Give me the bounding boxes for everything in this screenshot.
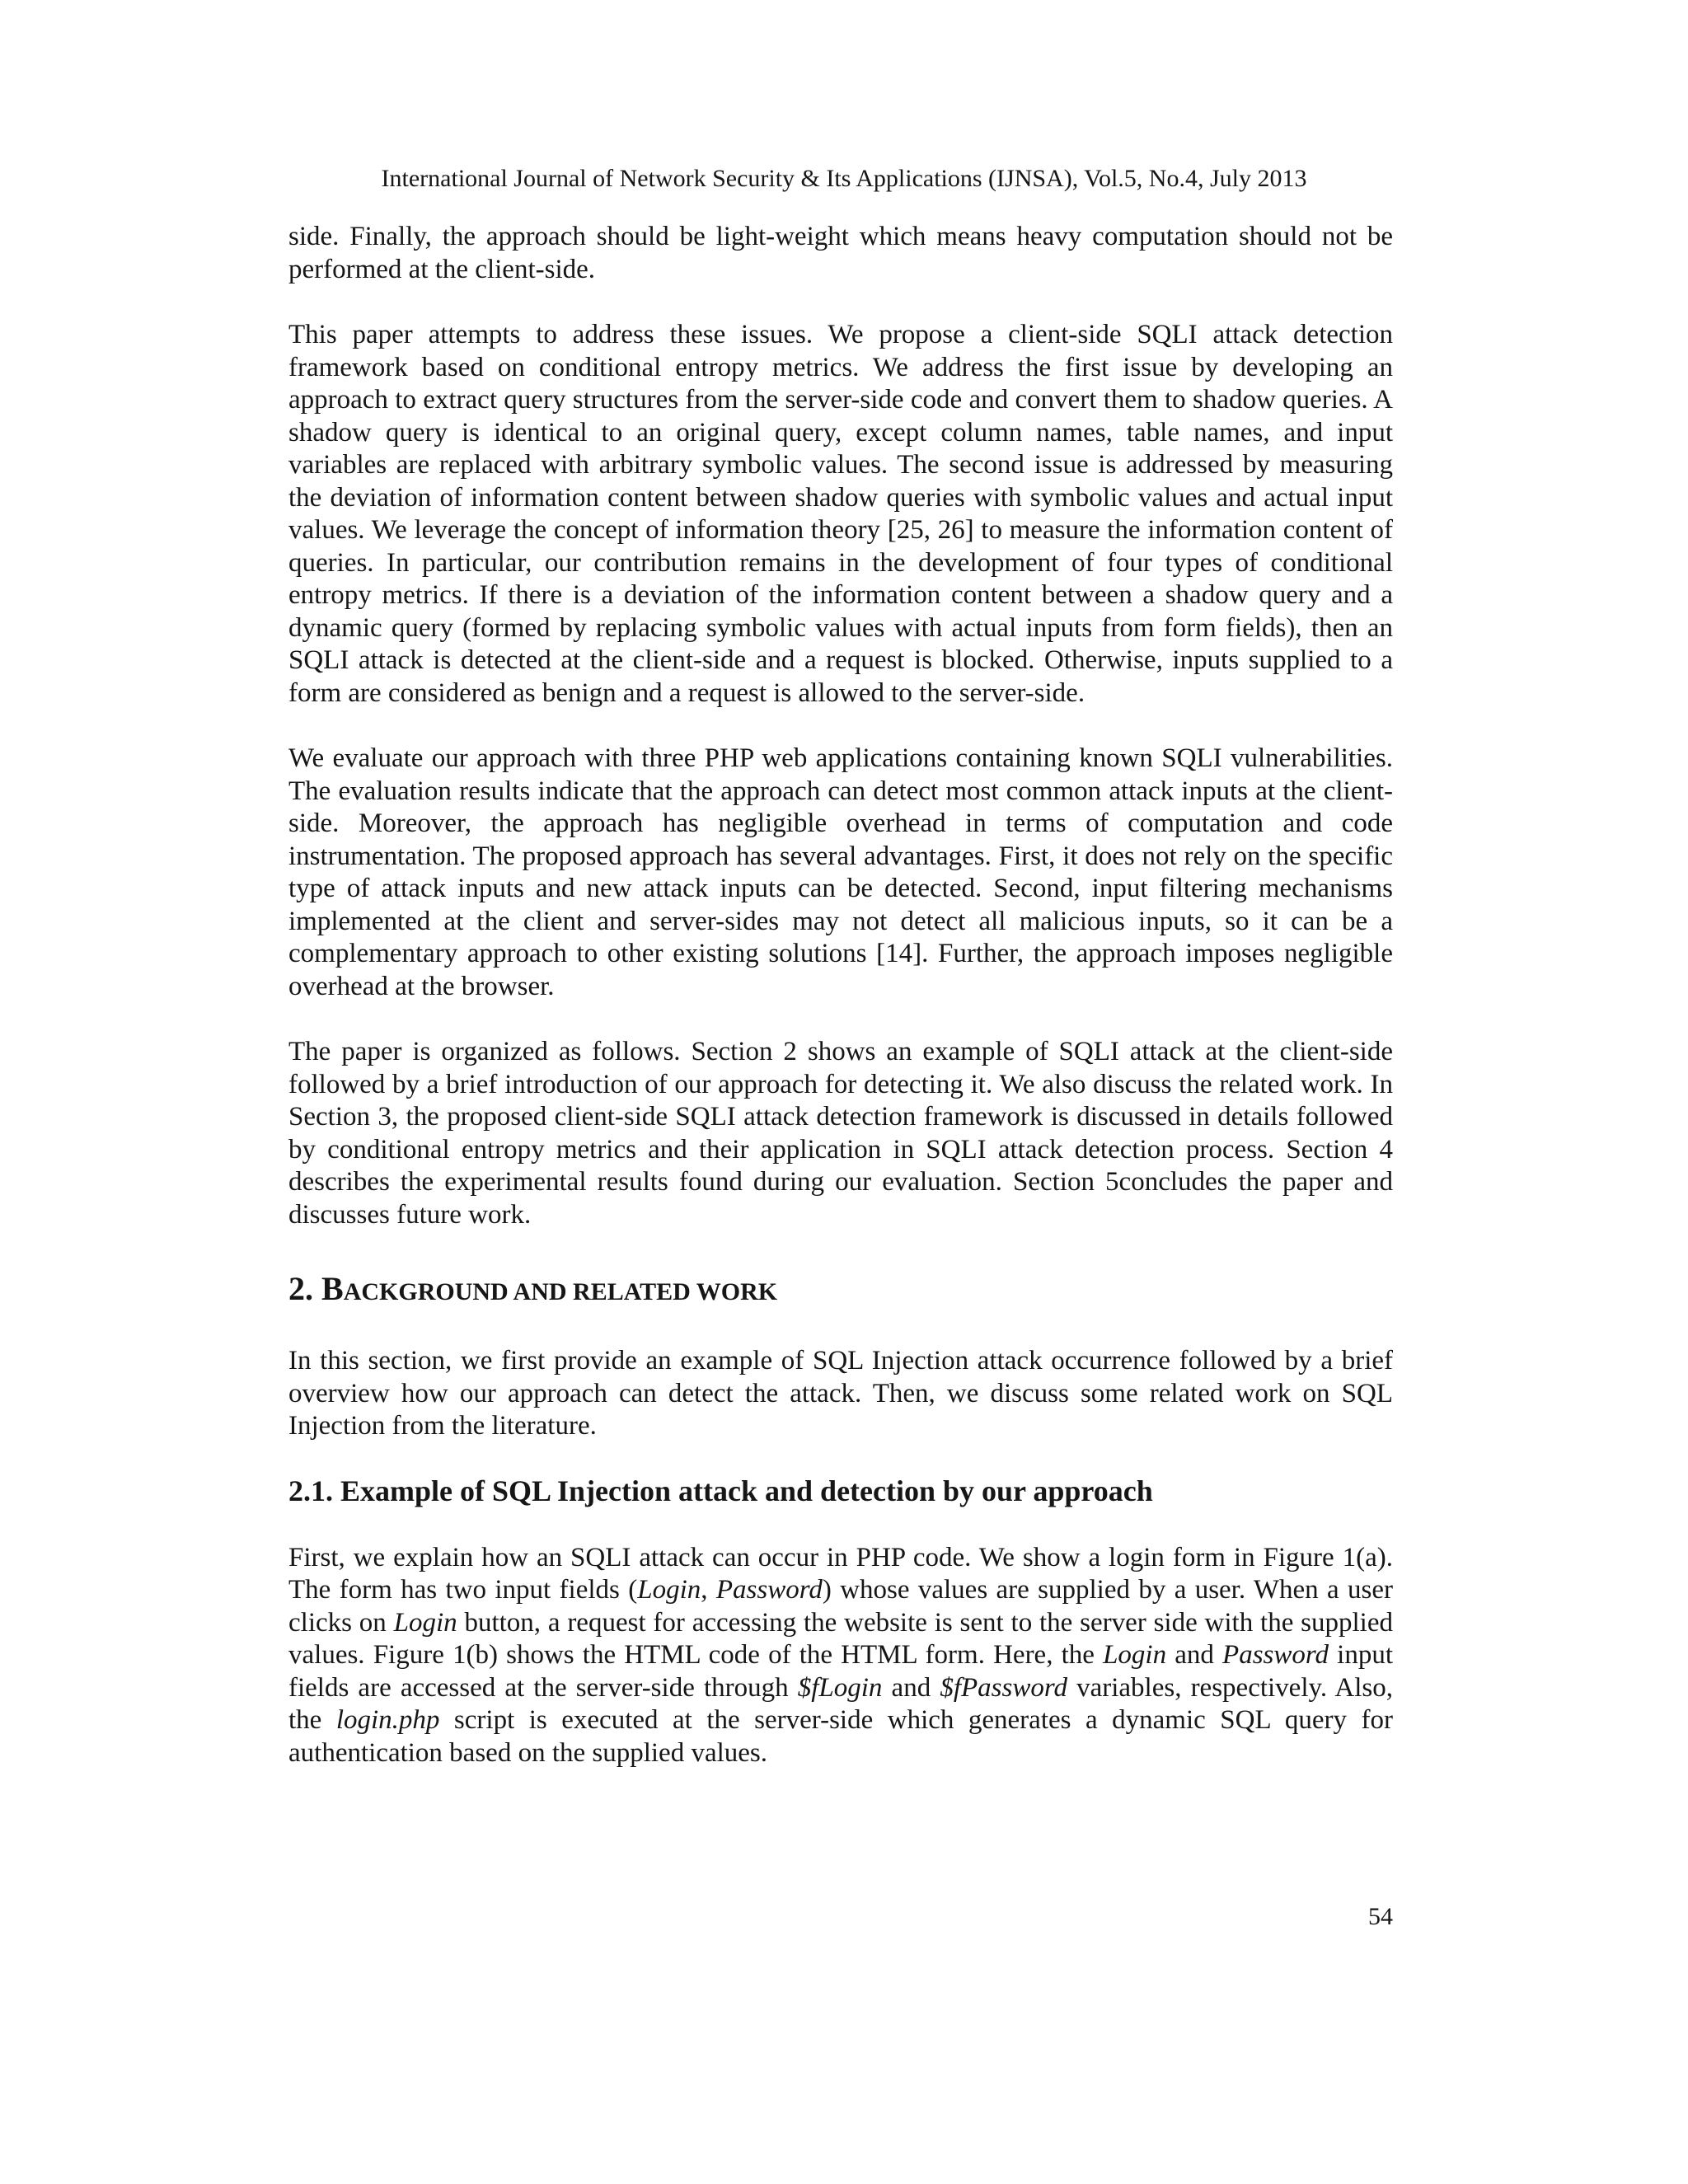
text-run: and xyxy=(1166,1640,1223,1670)
text-run: ) whose values are supplied by a user. When a user clicks on xyxy=(288,1575,1393,1638)
paragraph-organization: The paper is organized as follows. Section 2 shows an example of SQLI attack at the client-side followed by a brief introduction of our approach for detecting it. We also discuss the related work. In Section 3, the proposed client-side SQLI attack detection framework is discussed in details followed by conditional entropy metrics and their application in SQLI attack detection process. Section 4 describes the experimental results found during our evaluation. Section 5concludes the paper and discusses future work. xyxy=(288,1037,1393,1230)
italic-term: Password xyxy=(1222,1640,1329,1670)
section-title-rest: ACKGROUND AND RELATED WORK xyxy=(343,1278,778,1305)
running-header: International Journal of Network Security & Its Applications (IJNSA), Vol.5, No.4, July 2013 xyxy=(381,165,1307,192)
section-title-initial: B xyxy=(321,1270,344,1307)
text-run: script is executed at the server-side which generates a dynamic SQL query for authentication based on the supplied values. xyxy=(288,1705,1393,1768)
page-body xyxy=(288,221,1393,1769)
text-run: button, a request for accessing the website is sent to the server side with the supplied values. Figure 1(b) shows the HTML code of the HTML form. Here, the xyxy=(288,1607,1393,1670)
paragraph-sqli-example xyxy=(288,1542,1393,1770)
page-number: 54 xyxy=(1368,1903,1393,1930)
text-run: , xyxy=(701,1575,716,1605)
italic-term: Login xyxy=(1103,1640,1167,1670)
paragraph-proposal: This paper attempts to address these issues. We propose a client-side SQLI attack detection framework based on conditional entropy metrics. We address the first issue by developing an approach to extract query structures from the server-side code and convert them to shadow queries. A shadow query is identical to an original query, except column names, table names, and input variables are replaced with arbitrary symbolic values. The second issue is addressed by measuring the deviation of information content between shadow queries with symbolic values and actual input values. We leverage the concept of information theory [25, 26] to measure the information content of queries. In particular, our contribution remains in the development of four types of conditional entropy metrics. If there is a deviation of the information content between a shadow query and a dynamic query (formed by replacing symbolic values with actual inputs from form fields), then an SQLI attack is detected at the client-side and a request is blocked. Otherwise, inputs supplied to a form are considered as benign and a request is allowed to the server-side. xyxy=(288,320,1393,708)
text-run: variables, respectively. Also, the xyxy=(288,1672,1393,1735)
italic-term: Password xyxy=(715,1575,823,1605)
paragraph-intro-continuation: side. Finally, the approach should be light-weight which means heavy computation should not be performed at the client-side. xyxy=(288,222,1393,284)
italic-term: login.php xyxy=(335,1705,440,1735)
text-run: and xyxy=(882,1672,940,1703)
italic-term: $fPassword xyxy=(940,1672,1067,1703)
section-number: 2. xyxy=(288,1270,321,1307)
text-run: input fields are accessed at the server-side through xyxy=(288,1640,1393,1703)
italic-term: Login xyxy=(637,1575,701,1605)
paragraph-evaluation: We evaluate our approach with three PHP web applications containing known SQLI vulnerabilities. The evaluation results indicate that the approach can detect most common attack inputs at the client-side. Moreover, the approach has negligible overhead in terms of computation and code instrumentation. The proposed approach has several advantages. First, it does not rely on the specific type of attack inputs and new attack inputs can be detected. Second, input filtering mechanisms implemented at the client and server-sides may not detect all malicious inputs, so it can be a complementary approach to other existing solutions [14]. Further, the approach imposes negligible overhead at the browser. xyxy=(288,743,1393,1001)
section-heading-background xyxy=(288,1269,1393,1312)
italic-term: $fLogin xyxy=(797,1672,883,1703)
italic-term: Login xyxy=(393,1607,457,1638)
paragraph-section-overview: In this section, we first provide an example of SQL Injection attack occurrence followed by a brief overview how our approach can detect the attack. Then, we discuss some related work on SQL Injection from the literature. xyxy=(288,1346,1393,1441)
text-run: First, we explain how an SQLI attack can occur in PHP code. We show a login form in Figure 1(a). The form has two input fields ( xyxy=(288,1542,1393,1605)
subsection-heading-example: 2.1. Example of SQL Injection attack and detection by our approach xyxy=(288,1474,1153,1507)
